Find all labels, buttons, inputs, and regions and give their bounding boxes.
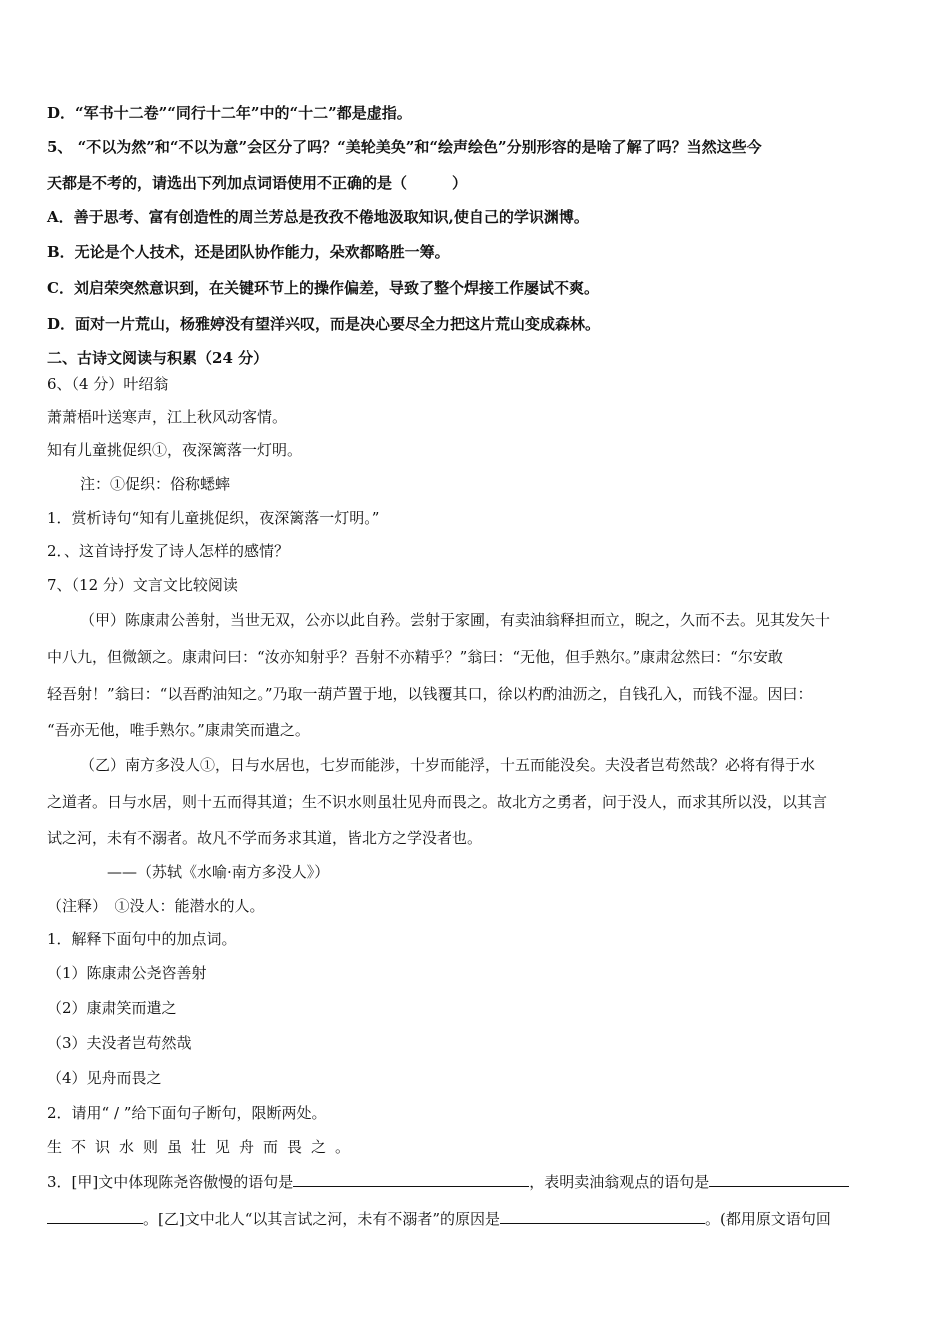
q6-poem-line2: 知有儿童挑促织①，夜深篱落一灯明。 <box>47 441 303 459</box>
q7-yi-line1: （乙）南方多没人①，日与水居也，七岁而能涉，十岁而能浮，十五而能没矣。夫没者岂苟然哉？必将有得于水 <box>80 756 816 774</box>
q7-jia-line1: （甲）陈康肃公善射，当世无双，公亦以此自矜。尝射于家圃，有卖油翁释担而立，睨之，久而不去。见其发矢十 <box>80 611 831 629</box>
section-heading: 二、古诗文阅读与积累（24 分） <box>47 349 269 367</box>
q6-poem-line1: 萧萧梧叶送寒声，江上秋风动客情。 <box>47 408 288 426</box>
q7-sub3-part3: 。[乙]文中北人“以其言试之河，未有不溺者”的原因是 <box>143 1210 501 1228</box>
q4-option-d: D．“军书十二卷”“同行十二年”中的“十二”都是虚指。 <box>47 104 412 122</box>
q7-sub1: 1．解释下面句中的加点词。 <box>47 930 237 948</box>
q7-yi-line2: 之道者。日与水居，则十五而得其道；生不识水则虽壮见舟而畏之。故北方之勇者，问于没人，而求其所以没，以其言 <box>47 793 828 811</box>
q7-sub3-line2 <box>47 1209 831 1229</box>
answer-blank-1[interactable] <box>293 1172 529 1187</box>
q7-sub1-item2: （2）康肃笑而遣之 <box>47 999 177 1017</box>
q6-sub1: 1．赏析诗句“知有儿童挑促织，夜深篱落一灯明。” <box>47 509 380 527</box>
q7-sub2-sentence: 生不识水则虽壮见舟而畏之。 <box>47 1138 360 1156</box>
q5-option-b: B．无论是个人技术，还是团队协作能力，朵欢都略胜一筹。 <box>47 243 450 261</box>
answer-blank-3[interactable] <box>500 1209 705 1224</box>
q7-header: 7、（12 分）文言文比较阅读 <box>47 576 238 594</box>
q6-note: 注：①促织：俗称蟋蟀 <box>80 475 231 493</box>
q7-jia-line2: 中八九，但微颔之。康肃问曰：“汝亦知射乎？吾射不亦精乎？”翁曰：“无他，但手熟尔。”康肃忿然曰：“尔安敢 <box>47 648 783 666</box>
q7-yi-source: ——（苏轼《水喻·南方多没人》） <box>107 863 330 881</box>
q7-yi-line3: 试之河，未有不溺者。故凡不学而务求其道，皆北方之学没者也。 <box>47 829 483 847</box>
q6-header: 6、（4 分）叶绍翁 <box>47 375 169 393</box>
q7-sub2: 2．请用“ / ”给下面句子断句，限断两处。 <box>47 1104 327 1122</box>
q7-annotation: （注释） ①没人：能潜水的人。 <box>47 897 265 915</box>
q7-sub3-part1: 3．[甲]文中体现陈尧咨傲慢的语句是 <box>47 1173 294 1191</box>
q5-option-c: C．刘启荣突然意识到，在关键环节上的操作偏差，导致了整个焊接工作屡试不爽。 <box>47 279 599 297</box>
q5-option-a: A．善于思考、富有创造性的周兰芳总是孜孜不倦地汲取知识,使自己的学识渊博。 <box>47 208 589 226</box>
q7-sub1-item4: （4）见舟而畏之 <box>47 1069 162 1087</box>
q7-jia-line3: 轻吾射！”翁曰：“以吾酌油知之。”乃取一葫芦置于地，以钱覆其口，徐以杓酌油沥之，自钱孔入，而钱不湿。因曰： <box>47 685 813 703</box>
q7-sub1-item3: （3）夫没者岂苟然哉 <box>47 1034 192 1052</box>
answer-blank-2-cont[interactable] <box>47 1209 143 1224</box>
q5-stem-line1: 5、 “不以为然”和“不以为意”会区分了吗？“美轮美奂”和“绘声绘色”分别形容的是啥了解了吗？当然这些今 <box>47 138 762 156</box>
q6-sub2: 2．、这首诗抒发了诗人怎样的感情？ <box>47 542 290 560</box>
q5-stem-line2: 天都是不考的，请选出下列加点词语使用不正确的是（ ） <box>47 174 468 192</box>
answer-blank-2[interactable] <box>709 1172 849 1187</box>
q7-sub3-line1 <box>47 1172 849 1192</box>
q7-sub1-item1: （1）陈康肃公尧咨善射 <box>47 964 207 982</box>
q7-jia-line4: “吾亦无他，唯手熟尔。”康肃笑而遣之。 <box>47 721 310 739</box>
q7-sub3-part4: 。(都用原文语句回 <box>705 1210 831 1228</box>
q7-sub3-part2: ，表明卖油翁观点的语句是 <box>529 1173 710 1191</box>
q5-option-d: D．面对一片荒山，杨雅婷没有望洋兴叹，而是决心要尽全力把这片荒山变成森林。 <box>47 315 601 333</box>
